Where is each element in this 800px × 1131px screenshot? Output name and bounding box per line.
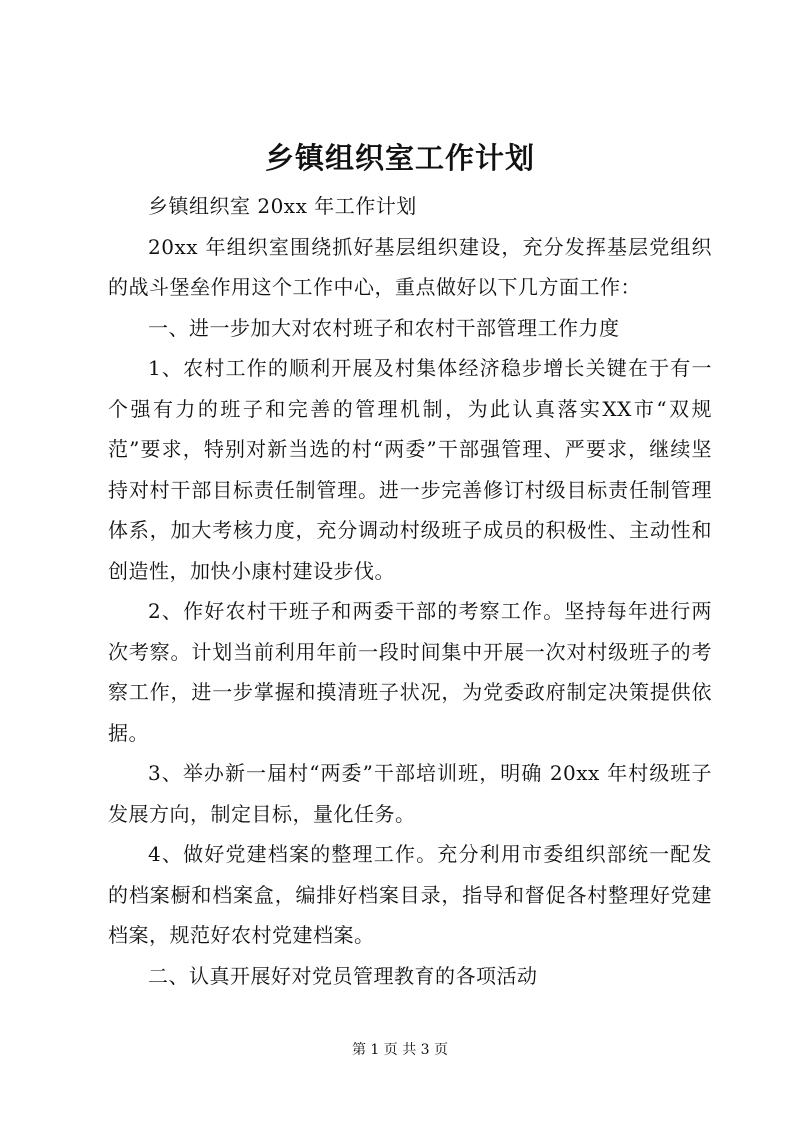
paragraph-subtitle: 乡镇组织室 20xx 年工作计划 — [148, 194, 417, 218]
paragraph-item-1: 1、农村工作的顺利开展及村集体经济稳步增长关键在于有一个强有力的班子和完善的管理机制，为此认真落实XX市“双规范”要求，特别对新当选的村“两委”干部强管理、严要求，继续坚持对村干部目标责任制管理。进一步完善修订村级目标责任制管理体系，加大考核力度，充分调动村级班子成员的积极性、主动性和创造性，加快小康村建设步伐。 — [108, 356, 712, 583]
document-body — [108, 186, 712, 996]
section-heading-1: 一、进一步加大对农村班子和农村干部管理工作力度 — [148, 315, 620, 340]
section-heading-2: 二、认真开展好对党员管理教育的各项活动 — [148, 963, 538, 988]
paragraph-item-2: 2、作好农村干班子和两委干部的考察工作。坚持每年进行两次考察。计划当前利用年前一段时间集中开展一次对村级班子的考察工作，进一步掌握和摸清班子状况，为党委政府制定决策提供依据。 — [108, 599, 712, 745]
document-title: 乡镇组织室工作计划 — [264, 141, 535, 175]
paragraph-item-4: 4、做好党建档案的整理工作。充分利用市委组织部统一配发的档案橱和档案盒，编排好档案目录，指导和督促各村整理好党建档案，规范好农村党建档案。 — [108, 842, 712, 947]
paragraph-item-3: 3、举办新一届村“两委”干部培训班，明确 20xx 年村级班子发展方向，制定目标，量化任务。 — [108, 761, 712, 826]
page-number-footer: 第 1 页 共 3 页 — [351, 1042, 449, 1058]
paragraph-intro: 20xx 年组织室围绕抓好基层组织建设，充分发挥基层党组织的战斗堡垒作用这个工作中心，重点做好以下几方面工作： — [108, 234, 712, 299]
